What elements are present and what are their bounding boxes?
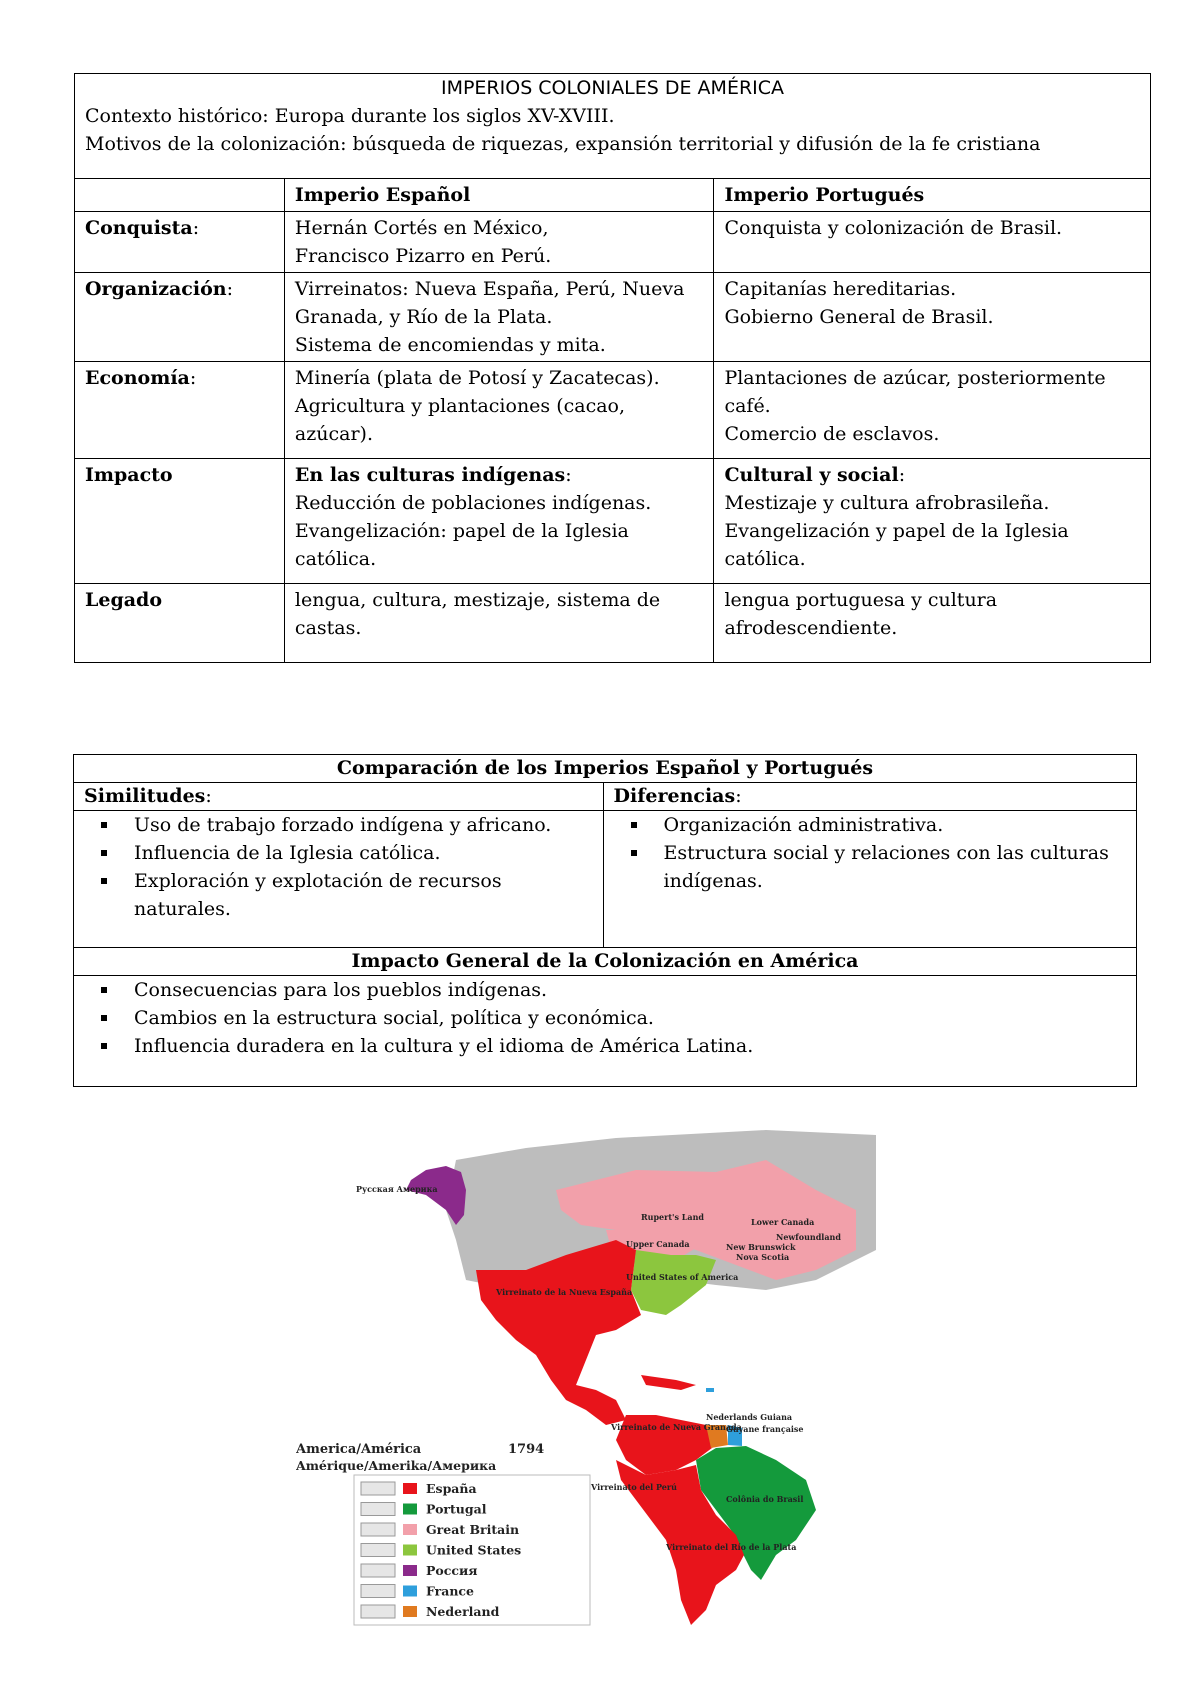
legend-swatch: [403, 1483, 417, 1494]
differences-header: Diferencias:: [603, 783, 1136, 811]
row-label: Economía:: [75, 362, 285, 459]
legend-label: Portugal: [426, 1501, 487, 1517]
impact-cell: [74, 976, 1137, 1087]
impact-title: Impacto General de la Colonización en América: [74, 948, 1137, 976]
label-ruperts: Rupert's Land: [641, 1212, 705, 1222]
portugal-cell: Conquista y colonización de Brasil.: [714, 212, 1151, 273]
label-guyane-fr: Guyane française: [726, 1424, 804, 1434]
label-guiana-nl: Nederlands Guiana: [706, 1412, 793, 1422]
legend-swatch: [403, 1565, 417, 1576]
legend-swatch: [403, 1606, 417, 1617]
list-item: Exploración y explotación de recursos naturales.: [84, 867, 593, 923]
label-usa: United States of America: [626, 1272, 739, 1282]
list-item: Uso de trabajo forzado indígena y africano.: [84, 811, 593, 839]
table-row: [75, 459, 1151, 584]
label-new-brunswick: New Brunswick: [726, 1242, 796, 1252]
legend-flag-icon: [361, 1564, 395, 1577]
portugal-cell: Plantaciones de azúcar, posteriormente café. Comercio de esclavos.: [714, 362, 1151, 459]
label-russia: Русская Америка: [356, 1184, 438, 1194]
label-lower-canada: Lower Canada: [751, 1217, 815, 1227]
col-header-portugal: Imperio Portugués: [714, 179, 1151, 212]
similarities-header: Similitudes:: [74, 783, 604, 811]
historical-context: Contexto histórico: Europa durante los siglos XV-XVIII.: [85, 105, 615, 127]
legend-flag-icon: [361, 1503, 395, 1516]
map-title-line1: America/América: [296, 1442, 422, 1457]
label-plata: Virreinato del Río de la Plata: [666, 1542, 797, 1552]
label-nova-scotia: Nova Scotia: [736, 1252, 790, 1262]
table-header-cell: [75, 74, 1151, 179]
legend-flag-icon: [361, 1605, 395, 1618]
map-title-line2: Amérique/Amerika/Америка: [296, 1458, 497, 1473]
list-item: Estructura social y relaciones con las culturas indígenas.: [614, 839, 1126, 895]
legend-label: Great Britain: [426, 1522, 520, 1537]
map-caribbean-fr: [706, 1388, 714, 1392]
row-label: Legado: [75, 584, 285, 663]
table-row: [75, 584, 1151, 663]
table-row: [75, 212, 1151, 273]
map-usa: [631, 1250, 716, 1315]
map-caribbean: [641, 1375, 696, 1390]
legend-label: Россия: [426, 1563, 478, 1578]
map-year: 1794: [508, 1442, 545, 1457]
portugal-cell: Capitanías hereditarias. Gobierno General de Brasil.: [714, 273, 1151, 362]
legend-flag-icon: [361, 1482, 395, 1495]
legend-flag-icon: [361, 1544, 395, 1557]
colonization-motives: Motivos de la colonización: búsqueda de riquezas, expansión territorial y difusión de la fe cristiana: [85, 133, 1041, 155]
list-item: Influencia de la Iglesia católica.: [84, 839, 593, 867]
map-russia: [406, 1166, 466, 1225]
map-legend: [296, 1442, 590, 1625]
label-newfoundland: Newfoundland: [776, 1232, 841, 1242]
row-label: Conquista:: [75, 212, 285, 273]
legend-label: United States: [426, 1542, 522, 1558]
col-header-spain: Imperio Español: [284, 179, 714, 212]
legend-label: Nederland: [426, 1604, 500, 1619]
spain-cell: Virreinatos: Nueva España, Perú, Nueva Granada, y Río de la Plata. Sistema de encomiendas y mita.: [284, 273, 714, 362]
comparison-table: [73, 754, 1137, 1087]
list-item: Consecuencias para los pueblos indígenas.: [84, 976, 1126, 1004]
spain-cell: En las culturas indígenas: Reducción de poblaciones indígenas. Evangelización: papel de la Iglesia católica.: [284, 459, 714, 584]
legend-flag-icon: [361, 1585, 395, 1598]
similarities-cell: [74, 811, 604, 948]
spain-cell: Minería (plata de Potosí y Zacatecas). Agricultura y plantaciones (cacao, azúcar).: [284, 362, 714, 459]
label-peru: Virreinato del Perú: [591, 1482, 677, 1492]
legend-swatch: [403, 1504, 417, 1515]
legend-swatch: [403, 1524, 417, 1535]
list-item: Cambios en la estructura social, política y económica.: [84, 1004, 1126, 1032]
spain-cell: lengua, cultura, mestizaje, sistema de castas.: [284, 584, 714, 663]
list-item: Organización administrativa.: [614, 811, 1126, 839]
portugal-cell: lengua portuguesa y cultura afrodescendiente.: [714, 584, 1151, 663]
legend-swatch: [403, 1586, 417, 1597]
label-brasil: Colônia do Brasil: [726, 1494, 804, 1504]
spain-cell: Hernán Cortés en México, Francisco Pizarro en Perú.: [284, 212, 714, 273]
legend-label: España: [426, 1481, 477, 1496]
table-row: [75, 273, 1151, 362]
legend-flag-icon: [361, 1523, 395, 1536]
row-label: Organización:: [75, 273, 285, 362]
legend-swatch: [403, 1545, 417, 1556]
label-nueva-espana: Virreinato de la Nueva España: [496, 1287, 633, 1297]
list-item: Influencia duradera en la cultura y el idioma de América Latina.: [84, 1032, 1126, 1060]
america-1794-map: [296, 1130, 880, 1630]
label-nueva-granada: Virreinato de Nueva Granada: [611, 1422, 742, 1432]
colonial-empires-table: [74, 73, 1151, 663]
differences-cell: [603, 811, 1136, 948]
portugal-cell: Cultural y social: Mestizaje y cultura afrobrasileña. Evangelización y papel de la Iglesia católica.: [714, 459, 1151, 584]
table-title: IMPERIOS COLONIALES DE AMÉRICA: [440, 77, 785, 99]
empty-corner-cell: [75, 179, 285, 212]
row-label: Impacto: [75, 459, 285, 584]
comparison-title: Comparación de los Imperios Español y Portugués: [74, 755, 1137, 783]
table-row: [75, 362, 1151, 459]
label-upper-canada: Upper Canada: [626, 1239, 690, 1249]
legend-label: France: [426, 1583, 474, 1599]
